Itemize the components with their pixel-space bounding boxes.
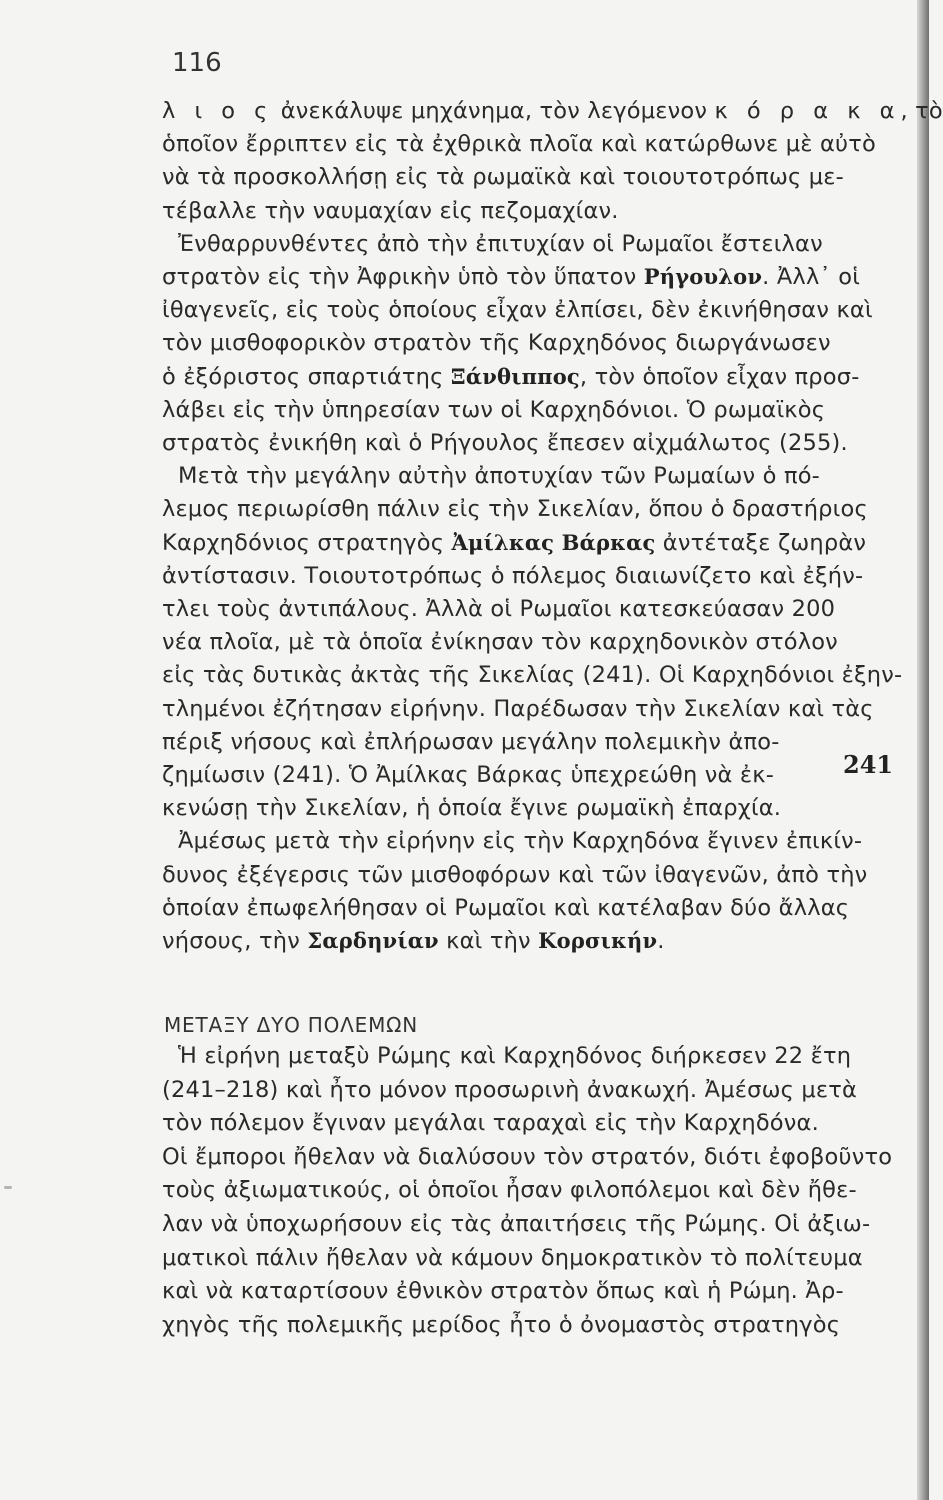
text-line	[162, 297, 873, 323]
text-run: στρατὸς ἐνικήθη καὶ ὁ Ρήγουλος ἔπεσεν αἰχμάλωτος (255).	[162, 430, 848, 456]
text-run: λαν νὰ ὑποχωρήσουν εἰς τὰς ἀπαιτήσεις τῆς Ρώμης. Οἱ ἀξιω-	[162, 1211, 871, 1237]
scan-speck	[4, 1186, 12, 1189]
text-line	[162, 1245, 863, 1271]
text-line	[162, 762, 774, 788]
page-edge-shadow	[917, 0, 929, 1500]
text-run: τὸν πόλεμον ἔγιναν μεγάλαι ταραχαὶ εἰς τὴν Καρχηδόνα.	[162, 1110, 819, 1137]
text-line	[178, 1043, 851, 1069]
text-run: Ἡ εἰρήνη μεταξὺ Ρώμης καὶ Καρχηδόνος διήρκεσεν 22 ἔτη	[178, 1043, 852, 1069]
text-run: ὁποῖον ἔρριπτεν εἰς τὰ ἐχθρικὰ πλοῖα καὶ κατώρθωνε μὲ αὐτὸ	[162, 131, 876, 158]
bold-name: Ἀμίλκας Βάρκας	[451, 529, 656, 555]
text-line	[162, 1211, 870, 1237]
text-run: νὰ τὰ προσκολλήσῃ εἰς τὰ ρωμαϊκὰ καὶ τοιουτοτρόπως με-	[162, 164, 844, 191]
bold-name: Κορσικήν	[538, 928, 658, 953]
text-line	[162, 662, 902, 688]
text-line	[162, 928, 665, 954]
text-run: τὸν μισθοφορικὸν στρατὸν τῆς Καρχηδόνος διωργάνωσεν	[162, 330, 831, 357]
text-run: Καρχηδόνιος στρατηγὸς	[162, 529, 452, 556]
text-run: ζημίωσιν (241). Ὁ Ἀμίλκας Βάρκας ὑπεχρεώθη νὰ ἐκ-	[162, 762, 775, 788]
text-run: κ ό ρ α κ α	[714, 98, 901, 124]
text-run: λ ι ο ς	[162, 98, 274, 124]
text-run: Οἱ ἔμποροι ἤθελαν νὰ διαλύσουν τὸν στρατόν, διότι ἐφοβοῦντο	[162, 1143, 893, 1170]
text-run: ματικοὶ πάλιν ἤθελαν νὰ κάμουν δημοκρατικὸν τὸ πολίτευμα	[162, 1244, 863, 1271]
text-line	[162, 1077, 857, 1103]
text-run: ἀντίστασιν. Τοιουτοτρόπως ὁ πόλεμος διαιωνίζετο καὶ ἐξήν-	[162, 562, 864, 589]
text-run: τλημένοι ἐζήτησαν εἰρήνην. Παρέδωσαν τὴν Σικελίαν καὶ τὰς	[162, 695, 874, 722]
text-run: , τὸν ὁποῖον εἶχαν προσ-	[579, 363, 860, 390]
text-line	[162, 729, 780, 755]
text-line	[162, 330, 831, 356]
text-run: . Ἀλλ᾽ οἱ	[762, 264, 861, 290]
bold-name: Ρήγουλον	[643, 264, 763, 289]
text-line	[162, 430, 848, 456]
text-run: ἰθαγενεῖς, εἰς τοὺς ὁποίους εἶχαν ἐλπίσει, δὲν ἐκινήθησαν καὶ	[162, 297, 873, 324]
text-line	[162, 596, 835, 622]
bold-name: Σαρδηνίαν	[307, 928, 439, 953]
text-run: τλει τοὺς ἀντιπάλους. Ἀλλὰ οἱ Ρωμαῖοι κατεσκεύασαν 200	[162, 596, 836, 622]
text-run: πέριξ νήσους καὶ ἐπλήρωσαν μεγάλην πολεμικὴν ἀπο-	[162, 728, 780, 755]
text-run: στρατὸν εἰς τὴν Ἀφρικὴν ὑπὸ τὸν ὕπατον	[162, 264, 644, 290]
text-line	[162, 98, 943, 124]
page-number: 116	[172, 48, 222, 78]
text-run: τέβαλλε τὴν ναυμαχίαν εἰς πεζομαχίαν.	[162, 197, 619, 224]
bold-name: Ξάνθιππος	[450, 363, 580, 389]
text-line	[162, 164, 844, 190]
text-line	[178, 231, 823, 257]
section-heading: ΜΕΤΑΞΥ ΔΥΟ ΠΟΛΕΜΩΝ	[164, 1013, 418, 1037]
text-line	[162, 1312, 840, 1338]
text-run: τοὺς ἀξιωματικούς, οἱ ὁποῖοι ἦσαν φιλοπόλεμοι καὶ δὲν ἤθε-	[162, 1177, 857, 1204]
text-run: ὁ ἐξόριστος σπαρτιάτης	[162, 363, 451, 390]
text-line	[162, 264, 860, 290]
text-line	[162, 397, 825, 423]
text-line	[162, 131, 876, 157]
text-line	[162, 862, 867, 888]
text-run: κενώσῃ τὴν Σικελίαν, ἡ ὁποία ἔγινε ρωμαϊκὴ ἐπαρχία.	[162, 795, 782, 822]
text-line	[162, 895, 849, 921]
text-line	[162, 530, 866, 556]
text-line	[162, 1177, 857, 1203]
text-run: , τὸ	[900, 98, 943, 124]
text-line	[162, 1278, 844, 1304]
text-line	[162, 1144, 892, 1170]
text-line	[178, 463, 820, 489]
text-line	[162, 629, 838, 655]
margin-year-note: 241	[843, 750, 894, 779]
text-run: δυνος ἐξέγερσις τῶν μισθοφόρων καὶ τῶν ἰθαγενῶν, ἀπὸ τὴν	[162, 861, 868, 888]
text-run: Ἀμέσως μετὰ τὴν εἰρήνην εἰς τὴν Καρχηδόνα ἔγινεν ἐπικίν-	[178, 828, 863, 855]
text-run: λεμος περιωρίσθη πάλιν εἰς τὴν Σικελίαν, ὅπου ὁ δραστήριος	[162, 496, 868, 523]
text-run: νέα πλοῖα, μὲ τὰ ὁποῖα ἐνίκησαν τὸν καρχηδονικὸν στόλον	[162, 629, 838, 656]
text-run: .	[657, 928, 665, 954]
text-line	[162, 795, 781, 821]
text-run: Μετὰ τὴν μεγάλην αὐτὴν ἀποτυχίαν τῶν Ρωμαίων ὁ πό-	[178, 463, 820, 490]
text-run: (241–218) καὶ ἦτο μόνον προσωρινὴ ἀνακωχή. Ἀμέσως μετὰ	[162, 1076, 858, 1103]
text-line	[162, 198, 619, 224]
text-run: λάβει εἰς τὴν ὑπηρεσίαν των οἱ Καρχηδόνιοι. Ὁ ρωμαϊκὸς	[162, 396, 826, 423]
text-run: χηγὸς τῆς πολεμικῆς μερίδος ἦτο ὁ ὀνομαστὸς στρατηγὸς	[162, 1311, 841, 1338]
text-line	[162, 496, 868, 522]
text-line	[162, 364, 860, 390]
text-run: νήσους, τὴν	[162, 928, 308, 954]
text-line	[178, 828, 862, 854]
text-run: εἰς τὰς δυτικὰς ἀκτὰς τῆς Σικελίας (241). Οἱ Καρχηδόνιοι ἐξην-	[162, 662, 903, 689]
text-line	[162, 1110, 819, 1136]
text-run: ἀνεκάλυψε μηχάνημα, τὸν λεγόμενον	[273, 98, 715, 124]
text-run: ὁποίαν ἐπωφελήθησαν οἱ Ρωμαῖοι καὶ κατέλαβαν δύο ἄλλας	[162, 894, 850, 921]
text-run: καὶ νὰ καταρτίσουν ἐθνικὸν στρατὸν ὅπως καὶ ἡ Ρώμη. Ἀρ-	[162, 1278, 844, 1305]
text-run: Ἐνθαρρυνθέντες ἀπὸ τὴν ἐπιτυχίαν οἱ Ρωμαῖοι ἔστειλαν	[178, 230, 823, 257]
text-run: καὶ τὴν	[438, 928, 539, 954]
text-run: ἀντέταξε ζωηρὰν	[655, 529, 867, 556]
text-line	[162, 696, 874, 722]
text-line	[162, 563, 863, 589]
